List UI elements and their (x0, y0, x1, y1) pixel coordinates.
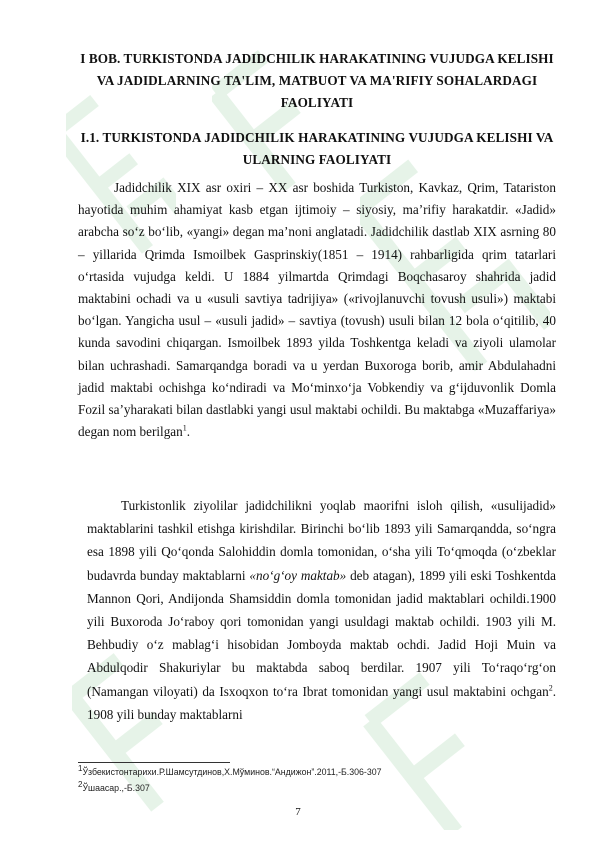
paragraph-2-end: . 1908 yili bunday maktablarni (87, 683, 556, 722)
footnote-divider (78, 762, 230, 763)
paragraph-2-italic: «no‘g‘oy maktab» (249, 567, 347, 583)
footnote-ref-2[interactable]: 2 (548, 683, 553, 693)
footnote-2 (78, 780, 150, 794)
section-heading: I.1. TURKISTONDA JADIDCHILIK HARAKATINING VUJUDGA KELISHI VA ULARNING FAOLIYATI (80, 130, 554, 167)
footnote-2-text: Ўшаасар.,-Б.307 (82, 783, 150, 793)
paragraph-1-text: Jadidchilik XIX asr oxiri – XX asr boshida Turkiston, Kavkaz, Qrim, Tatariston hayotida muhim ahamiyat kasb etgan ijtimoiy – siyosiy, ma’rifiy harakatdir. «Jadid» arabcha so‘z bo‘lib, «yangi» degan ma’noni anglatadi. Jadidchilik dastlab XIX asrning 80 – yillarida Qrimda Ismoilbek Gasprinskiy(1851 – 1914) rahbarligida qrim tatarlari o‘rtasida vujudga keldi. U 1884 yilmartda Qrimdagi Boqchasaroy shahrida jadid maktabini ochadi va u «usuli savtiya tadrijiya» («rivojlanuvchi tovush usuli») maktabi bo‘lgan. Yangicha usul – «usuli jadid» – savtiya (tovush) usuli bilan 12 bola o‘qitilib, 40 kunda savodini chiqargan. Ismoilbek 1893 yilda Toshkentga keladi va ziyoli ulamolar bilan uchrashadi. Samarqandga boradi va u yerdan Buxoroga borib, amir Abdulahadni jadid maktabi ochishga ko‘ndiradi va Mo‘minxo‘ja Vobkendiy va g‘ijduvonlik Domla Fozil sa’yharakati bilan dastlabki yangi usul maktabi ochildi. Bu maktabga «Muzaffariya» degan nom berilgan (78, 180, 556, 440)
footnote-1-number: 1 (78, 764, 83, 774)
paragraph-2 (87, 494, 556, 726)
footnote-2-number: 2 (78, 780, 83, 790)
paragraph-2-text-continued: deb atagan), 1899 yili eski Toshkentda Mannon Qori, Andijonda Shamsiddin domla tomonidan jadid maktablari ochildi.1900 yili Buxoroda Jo‘raboy qori tomonidan yangi usuldagi maktab ochildi. 1903 yili M. Behbudiy o‘z mablag‘i hisobidan Jomboyda maktab ochdi. Jadid Hoji Muin va Abdulqodir Shakuriylar bu maktabda saboq berdilar. 1907 yili To‘raqo‘rg‘on (Namangan viloyati) da Isxoqxon to‘ra Ibrat tomonidan yangi usul maktabini ochgan (87, 567, 556, 699)
paragraph-1 (78, 177, 556, 443)
footnote-1-text: Ўзбекистонтарихи.Р.Шамсутдинов,Х.Мўминов.“Андижон”.2011,-Б.306-307 (82, 767, 382, 777)
paragraph-2-text: Turkistonlik ziyolilar jadidchilikni yoqlab maorifni isloh qilish, «usulijadid» maktablarini tashkil etishga kirishdilar. Birinchi bo‘lib 1893 yili Samarqandda, so‘ngra esa 1898 yili Qo‘qonda Salohiddin domla tomonidan, o‘sha yili To‘qmoqda (o‘zbeklar budavrda bunday maktablarni (87, 498, 556, 583)
footnote-1 (78, 764, 382, 778)
paragraph-1-end: . (186, 424, 191, 440)
footnote-ref-1[interactable]: 1 (182, 423, 187, 433)
page-number: 7 (295, 806, 301, 818)
chapter-heading: I BOB. TURKISTONDA JADIDCHILIK HARAKATINING VUJUDGA KELISHI VA JADIDLARNING TA'LIM, MATBUOT VA MA'RIFIY SOHALARDAGI FAOLIYATI (80, 51, 554, 110)
